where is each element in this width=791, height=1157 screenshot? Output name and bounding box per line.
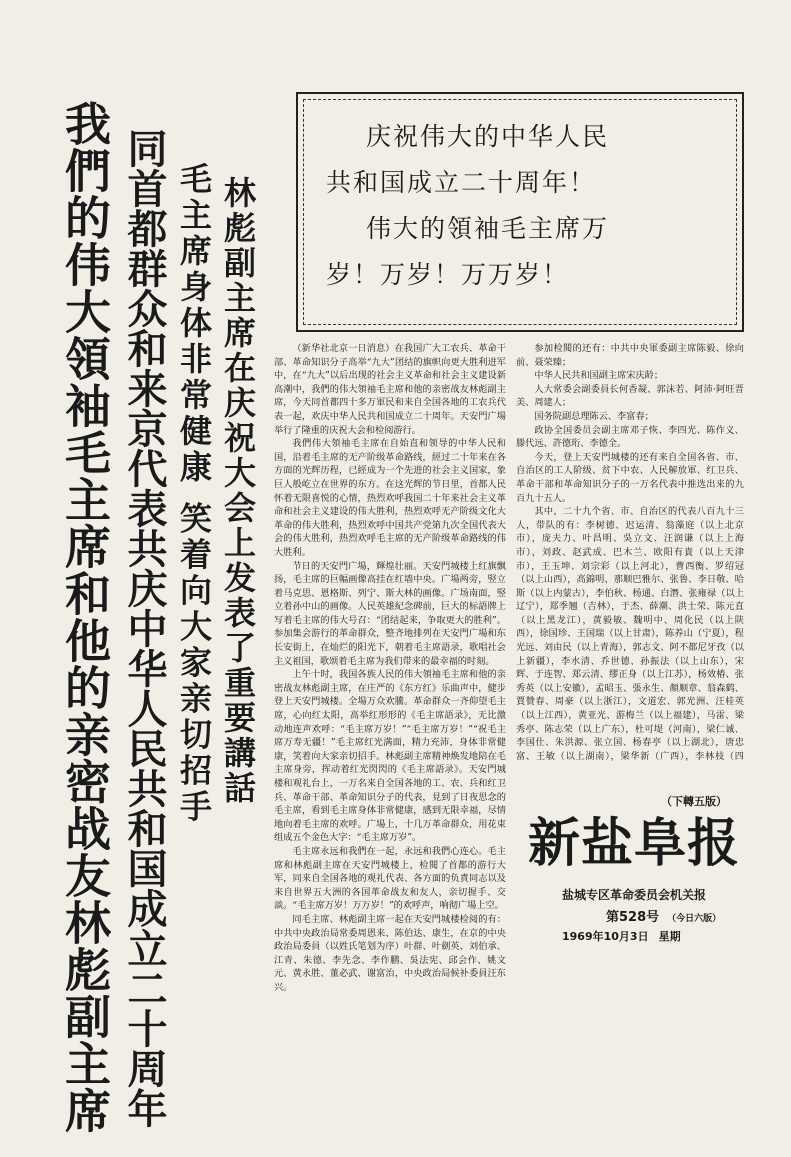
continued-note: （下轉五版） (661, 795, 727, 808)
article-paragraph: 国务院副总理陈云、李富春； (534, 410, 654, 422)
issue-number: 第528号 (606, 910, 660, 925)
date-line (562, 928, 691, 944)
article-paragraph: 参加检閱的还有：中共中央軍委副主席陈毅、徐向前、聂荣臻； (516, 343, 744, 368)
article-paragraph: 我們伟大領袖毛主席在自始直和领导的中华人民和国，沿着毛主席的无产阶级革命路线，經过二十年来在各方面的光辉历程，已經成为一个先进的社会主义国家，象巨人般屹立在世界的东方。在这光辉的节日里，首都人民怀着无限喜悦的心情，热烈欢呼我国二十年来社会主义革命和社会主义建设的伟大胜利，热烈欢呼无产阶级文化大革命的伟大胜利，热烈欢呼中国共产党第九次全国代表大会的伟大胜利，热烈欢呼毛主席的无产阶级革命路线的伟大胜利。 (274, 438, 506, 558)
slogan-box (296, 92, 744, 332)
article-paragraph: 节日的天安門广場，輝煌壮丽。天安門城楼上红旗飘扬，毛主席的巨幅画像高挂在红墙中央。广場两旁，竪立着马克思、恩格斯、列宁、斯大林的画像。广场南面，竪立着孙中山的画像。人民英雄紀念碑前，巨大的标語牌上写着毛主席的伟大号召：“团结起来，争取更大的胜利”。参加集会游行的革命群众，整齐地排列在天安門广場和东长安街上，在灿烂的阳光下，朝着毛主席語录，歌唱社会主义祖国，歌颂着毛主席为我们带来的最幸福的时刻。 (274, 560, 506, 667)
article-paragraph: （新华社北京一日消息）在我国广大工农兵、革命干部、革命知识分子高举“九大”团结的旗帜向更大胜利进军中，在“九大”以后出现的社会主义革命和社会主义建设新高潮中，我們的伟大領袖毛主席和他的亲密战友林彪副主席，今天同首都四十多万軍民和来自全国各地的工农兵代表一起，欢庆中华人民共和国成立二十周年。天安門广場举行了隆重的庆祝大会和检阅游行。 (274, 343, 506, 436)
headline-fourth: 林彪副主席在庆祝大会上发表了重要講話 (219, 176, 257, 806)
article-paragraph: 其中，二十九个省、市、自治区的代表八百九十三人，带队的有：李树德、迟运清、翁藻庭（以上北京市），庞夫力、叶昌明、吳立文、汪润谦（以上上海市），刘政、赵武成、巴木兰、欧阳有貴（以上天津市），王玉坤、刘宗彩（以上河北），曹西衡、罗绍冠（以上山西），高錦明、那顺巴雅尔、张鲁、李日敬、哈斯（以上内蒙古），李伯秋、杨通、白潛、张雍禄（以上辽宁），郑季翘（吉林），于杰、薛潮、洪士荣、陈元直（以上黑龙江），黄毅敏、魏明中、周化民（以上陕西），徐国珍、王国瑞（以上甘肃），陈养山（宁夏），程光远、刘由民（以上青海），郭志文、阿不都尼牙孜（以上新疆），李水清、乔世德、孙振法（以上山东），宋辉、于连智、郑云清、缪正身（以上江苏），杨效椿、张秀英（以上安徽），孟昭玉、張永生、顏顺章、翁森鹤、賈贊春、周豪（以上浙江），文道宏、郭光洲、汪桂英（以上江西），黄亚光、游梅兰（以上福建），马雷、梁秀亭、陈志荣（以上广东），杜可堤（河南），梁仁诚、李国仕、朱洪源、张立国、杨春亭（以上湖北），唐忠富、王敏（以上湖南），梁华新（广西），李林枝（四 (516, 506, 744, 762)
issue-date: 1969年10月3日 (562, 930, 649, 943)
slogan-line-2: 共和国成立二十周年！ (326, 168, 597, 197)
article-paragraph: 中华人民共和国副主席宋庆龄； (534, 370, 664, 382)
page-count: （今日六版） (667, 914, 722, 924)
headline-second: 同首都群众和来京代表共庆中华人民共和国成立二十周年 (121, 128, 167, 1128)
issue-weekday: 星期 (658, 930, 681, 943)
article-paragraph: 上午十时，我国各族人民的伟大領袖毛主席和他的亲密战友林彪副主席，在庄严的《东方红》乐曲声中，健步登上天安門城楼。全場万众欢騰。革命群众一齐仰望毛主席，心向红太阳，高举红形形的《毛主席語录》，无比激动地连声欢呼：“毛主席万岁！”“毛主席万岁！”“祝毛主席万寿无疆！”毛主席红光满面，精力充沛，身体非常健康，笑着向大家亲切招手。林彪副主席精神焕发地陪在毛主席身旁，挥动着红光閃閃的《毛主席語录》。天安門城楼和观礼台上，一万名来自全国各地的工、农、兵和红卫兵、革命干部、革命知识分子的代表，見到了日夜思念的毛主席，看到毛主席身体非常健康，感到无限幸福，尽情地向着毛主席的欢呼。广場上，十几万革命群众，用花束组成五个金色大字：“毛主席万岁”。 (274, 669, 506, 844)
headline-main: 我們的伟大領袖毛主席和他的亲密战友林彪副主席 (58, 100, 112, 1134)
slogan-line-3: 伟大的領袖毛主席万 (366, 214, 610, 243)
article-paragraph: 今天，登上天安門城楼的还有来自全国各省、市、自治区的工人阶级、贫下中农、人民解放軍、红卫兵、革命干部和革命知识分子的一万名代表中推选出来的九百九十五人。 (516, 451, 744, 504)
article-column-2 (516, 342, 744, 762)
article-paragraph: 毛主席永远和我們在一起，永远和我們心连心。毛主席和林彪副主席在天安門城楼上，检閱了首都的游行大军，同来自全国各地的观礼代表、各方面的负責同志以及来自世界五大洲的各国革命战友和友人，亲切握手、交談。“毛主席万岁！万万岁！”的欢呼声，响彻广場上空。 (274, 845, 506, 912)
article-column-1 (274, 342, 506, 1140)
article-paragraph: 同毛主席、林彪副主席一起在天安門城楼检阅的有：中共中央政治局常委周恩来、陈伯达、康生，在京的中央政治局委員（以姓氏笔划为序）叶群、叶劍英、刘伯承、江青、朱德、李先念、李作鹏、吳法宪、邱会作、姚文元、黄永胜、董必武、谢富治，中央政治局候补委員汪东兴。 (274, 913, 506, 993)
issue-info (606, 906, 721, 925)
headline-third: 毛主席身体非常健康 笑着向大家亲切招手 (175, 162, 213, 826)
slogan-line-4: 岁！万岁！万万岁！ (326, 260, 570, 289)
slogan-text (326, 114, 726, 298)
article-paragraph: 政协全国委员会副主席邓子恢、李四光、陈作义、滕代远、許德珩、李德全。 (516, 424, 744, 450)
masthead-issuer: 盐城专区革命委员会机关报 (562, 888, 707, 902)
article-paragraph: 人大常委会副委員长何香凝、郭沫若、阿沛·阿旺晋美、周建人； (516, 383, 744, 409)
slogan-line-1: 庆祝伟大的中华人民 (366, 122, 610, 151)
masthead-title: 新盐阜报 (528, 814, 741, 874)
